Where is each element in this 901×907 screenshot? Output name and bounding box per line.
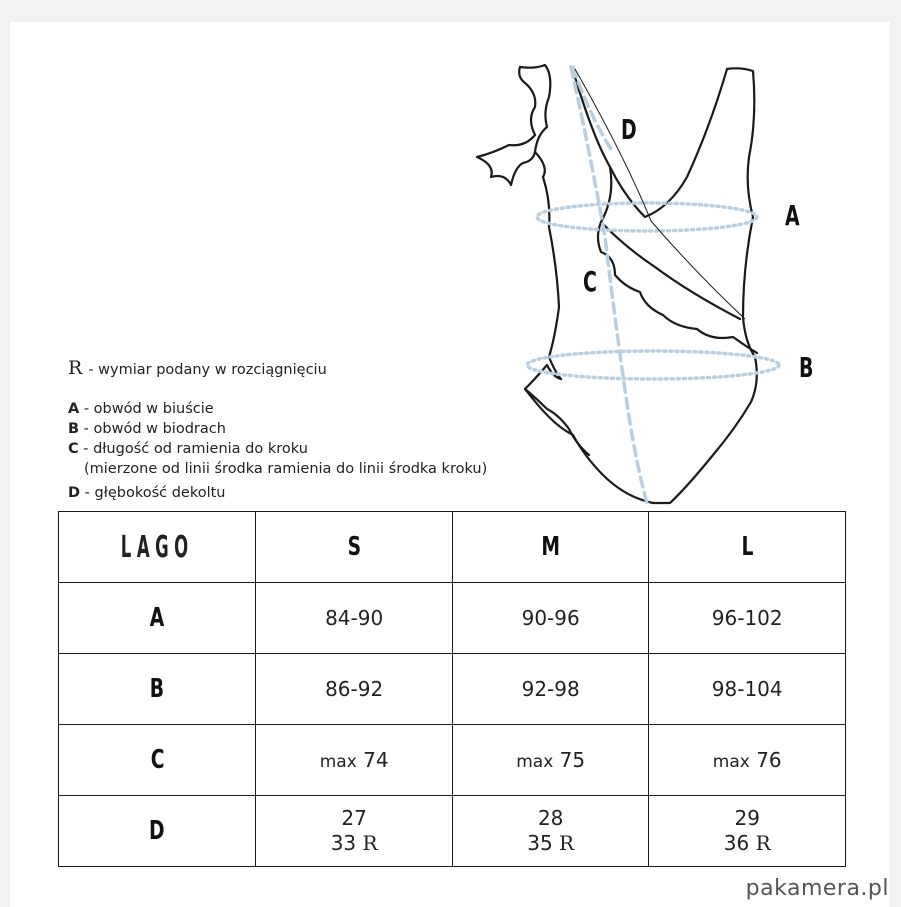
cell-value-bottom: 36 xyxy=(723,831,750,855)
row-label-text: A xyxy=(149,603,165,633)
table-cell: 84-90 xyxy=(256,583,453,654)
legend-text: - głębokość dekoltu xyxy=(84,485,226,501)
watermark: pakamera.pl xyxy=(745,876,889,901)
diagram-label-c: C xyxy=(583,265,597,298)
size-table xyxy=(58,511,846,867)
stretch-glyph: R xyxy=(68,357,83,379)
table-cell xyxy=(452,796,649,867)
legend-key: D xyxy=(68,485,81,501)
row-label xyxy=(59,796,256,867)
diagram-label-a: A xyxy=(785,199,800,232)
cell-value: 74 xyxy=(363,748,389,772)
row-label-text: D xyxy=(149,816,165,846)
legend-key: C xyxy=(68,441,79,457)
table-row-b xyxy=(59,654,846,725)
legend-text: - obwód w biuście xyxy=(83,401,214,417)
stretch-glyph: R xyxy=(559,831,575,855)
legend-text: (mierzone od linii środka ramienia do linii środka kroku) xyxy=(84,461,488,477)
table-row-d xyxy=(59,796,846,867)
stretch-glyph: R xyxy=(755,831,771,855)
cell-value: 75 xyxy=(559,748,586,772)
diagram-label-b: B xyxy=(799,351,814,384)
stretch-note-text: - wymiar podany w rozciągnięciu xyxy=(88,362,327,378)
row-label xyxy=(59,725,256,796)
legend-item-c xyxy=(68,439,548,459)
legend-item-a xyxy=(68,399,548,419)
cell-value-top: 27 xyxy=(341,806,367,830)
size-header-l xyxy=(649,512,846,583)
brand-logo: LAGO xyxy=(120,529,194,565)
stretch-note xyxy=(68,358,548,380)
stretch-glyph: R xyxy=(362,831,378,855)
table-cell xyxy=(649,725,846,796)
size-label: S xyxy=(347,532,361,562)
table-cell xyxy=(649,796,846,867)
cell-value-bottom-line xyxy=(256,831,452,856)
max-prefix: max xyxy=(712,752,750,772)
max-prefix: max xyxy=(516,752,554,772)
size-label: L xyxy=(741,532,754,562)
cell-value-top: 29 xyxy=(734,806,760,830)
size-label: M xyxy=(541,532,560,562)
table-cell: 96-102 xyxy=(649,583,846,654)
cell-value-bottom-line xyxy=(453,831,649,856)
cell-value-bottom-line xyxy=(649,831,845,856)
table-cell: 92-98 xyxy=(452,654,649,725)
legend-item-d xyxy=(68,483,548,503)
legend-item-b xyxy=(68,419,548,439)
row-label-text: B xyxy=(150,674,165,704)
table-cell: 86-92 xyxy=(256,654,453,725)
table-cell: 98-104 xyxy=(649,654,846,725)
diagram-label-d: D xyxy=(621,113,637,146)
cell-value-bottom: 33 xyxy=(330,831,357,855)
brand-cell xyxy=(59,512,256,583)
row-label xyxy=(59,583,256,654)
size-header-m xyxy=(452,512,649,583)
table-cell: 90-96 xyxy=(452,583,649,654)
cell-value-bottom: 35 xyxy=(527,831,553,855)
table-header-row xyxy=(59,512,846,583)
measurement-legend xyxy=(68,358,548,503)
table-cell xyxy=(256,725,453,796)
table-cell xyxy=(452,725,649,796)
cell-value-top: 28 xyxy=(537,806,564,830)
max-prefix: max xyxy=(319,752,357,772)
row-label-text: C xyxy=(150,745,165,775)
cell-value: 76 xyxy=(756,748,782,772)
table-cell xyxy=(256,796,453,867)
legend-key: B xyxy=(68,421,80,437)
legend-text: - obwód w biodrach xyxy=(83,421,226,437)
legend-text: - długość od ramienia do kroku xyxy=(83,441,308,457)
legend-item-c-note xyxy=(68,459,548,479)
size-header-s xyxy=(256,512,453,583)
legend-key: A xyxy=(68,401,80,417)
row-label xyxy=(59,654,256,725)
table-row-c xyxy=(59,725,846,796)
table-row-a xyxy=(59,583,846,654)
